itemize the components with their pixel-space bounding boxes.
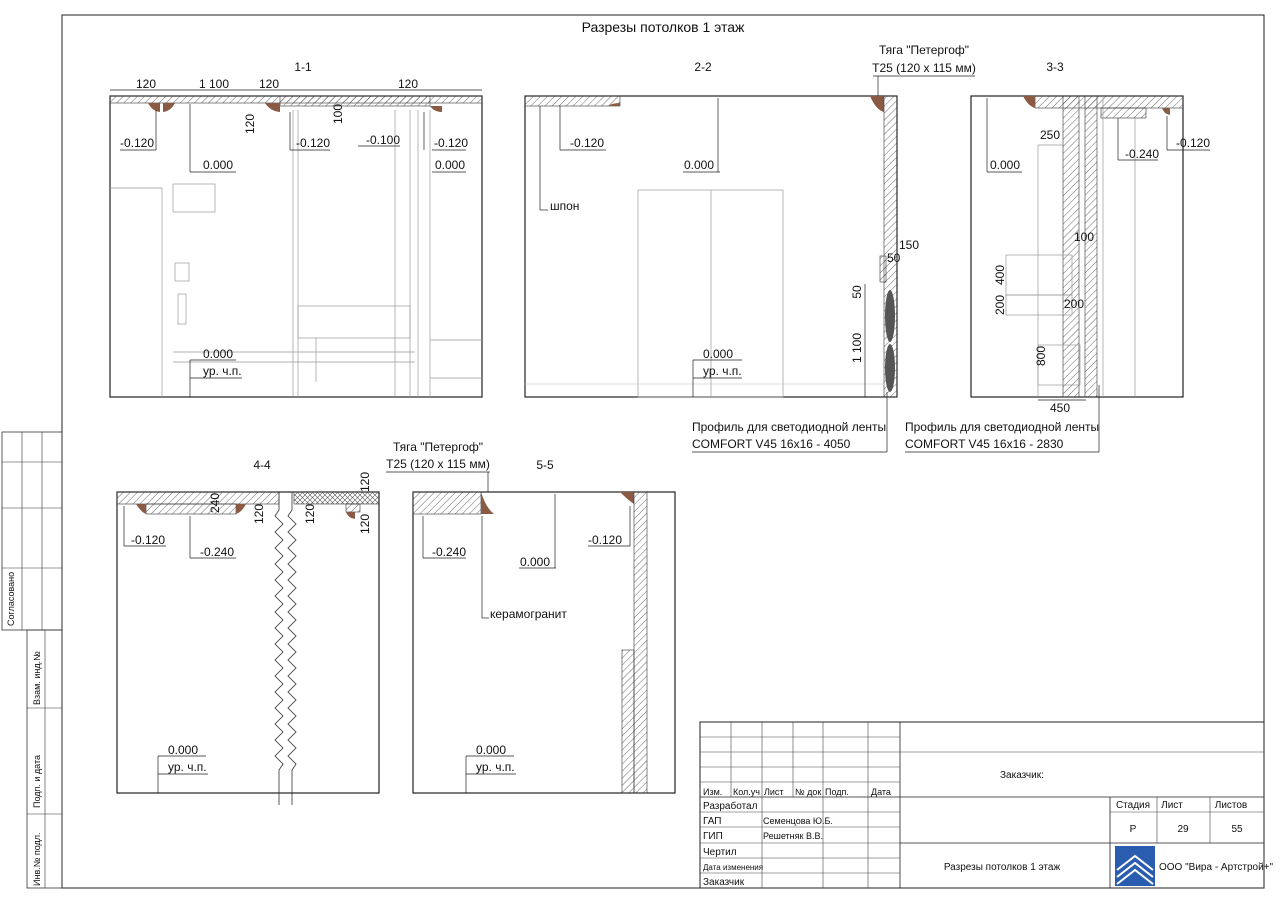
tb-sheets-total: 55 [1231,824,1243,835]
s2-level-1: -0.120 [570,136,605,150]
s1-level-6: 0.000 [435,158,466,172]
section-3-3 [905,60,1210,452]
tb-role-drafter: Чертил [703,847,737,858]
s3-dim-1: 250 [1040,128,1061,142]
side-stamp-agreed: Согласовано [6,571,16,626]
s4-level-3: 0.000 [168,743,199,757]
s5-level-4: 0.000 [476,743,507,757]
s4-break-line-right [288,492,296,805]
tb-header-date: Дата [871,787,891,797]
tb-sheet-header: Лист [1161,800,1183,811]
s2-dim-4: 1 100 [850,332,864,364]
sheet-frame [62,15,1264,888]
side-stamp-inv-replace: Взам. инд.№ [32,651,42,705]
tb-header-qty: Кол.уч [733,787,760,797]
s1-level-1: -0.120 [120,136,155,150]
s5-floor-label: ур. ч.п. [476,760,515,774]
s3-level-1: 0.000 [990,158,1021,172]
tb-header-change: Изм. [703,787,723,797]
tb-stage: Р [1129,824,1137,835]
s1-dim-1: 120 [135,77,157,91]
tb-company: ООО "Вира - Артстрой+" [1159,862,1274,873]
s4-dim-1: 240 [208,492,222,514]
s2-floor-label: ур. ч.п. [703,364,742,378]
s4-dim-2: 120 [252,503,266,525]
s4-dim-3: 120 [303,503,317,525]
tb-sheet-no: 29 [1177,824,1189,835]
s1-dim-2: 1 100 [198,77,230,91]
s3-profile-line2: COMFORT V45 16x16 - 2830 [905,437,1064,451]
s2-profile-line2: COMFORT V45 16x16 - 4050 [692,437,851,451]
section-5-5-label: 5-5 [536,458,554,472]
s5-level-2: 0.000 [520,555,551,569]
s1-level-5: -0.120 [434,136,469,150]
tb-sheets-header: Листов [1214,800,1248,811]
s3-dim-6: 800 [1034,345,1048,367]
s4-break-line-left [275,492,283,805]
s4-floor-label: ур. ч.п. [168,760,207,774]
tb-gip-name: Решетняк В.В. [763,831,823,841]
s2-dim-2: 50 [887,251,901,265]
s2-cornice-size: T25 (120 х 115 мм) [872,61,976,75]
s3-level-3: -0.120 [1176,136,1211,150]
s4-level-1: -0.120 [131,533,166,547]
s2-profile-line1: Профиль для светодиодной ленты [692,420,887,434]
tb-role-developer: Разработал [703,801,758,812]
section-1-1-label: 1-1 [294,60,312,74]
s5-cornice-size: T25 (120 х 115 мм) [386,457,490,471]
tb-customer: Заказчик: [1000,770,1044,781]
s2-dim-1: 150 [899,238,920,252]
s3-level-2: -0.240 [1125,147,1160,161]
side-stamp [2,432,62,888]
s3-profile-line1: Профиль для светодиодной ленты [905,420,1100,434]
sheet-title: Разрезы потолков 1 этаж [581,19,745,35]
section-4-4-label: 4-4 [253,458,271,472]
s4-level-2: -0.240 [200,545,235,559]
s1-level-4: -0.100 [366,133,401,147]
section-2-2 [525,43,976,452]
s1-dim-4: 120 [397,77,419,91]
s1-dim-5: 120 [243,113,257,135]
s2-dim-3: 50 [850,285,864,299]
section-3-3-label: 3-3 [1046,60,1064,74]
title-block [700,722,1274,888]
side-stamp-inv-orig: Инв.№ подл. [32,832,42,886]
tb-header-doc: № док [795,787,822,797]
s4-dim-4: 120 [358,471,372,493]
s2-cornice-title: Тяга "Петергоф" [878,43,970,57]
tb-role-gap: ГАП [703,816,722,827]
s1-dim-3: 120 [258,77,280,91]
s3-dim-4: 200 [993,294,1007,316]
section-4-4 [117,458,379,805]
s2-veneer: шпон [550,199,580,213]
section-1-1 [110,60,482,397]
s1-level-7: 0.000 [203,347,234,361]
s2-level-2: 0.000 [684,158,715,172]
s5-level-3: -0.120 [588,533,623,547]
company-logo [1115,846,1155,886]
s3-dim-5: 200 [1064,297,1085,311]
s5-level-1: -0.240 [432,545,467,559]
tb-role-gip: ГИП [703,831,723,842]
s3-dim-3: 400 [993,264,1007,286]
s1-dim-6: 100 [331,103,345,125]
tb-stage-header: Стадия [1115,800,1151,811]
s1-level-2: 0.000 [203,158,234,172]
tb-role-customer: Заказчик [703,877,745,888]
tb-gap-name: Семенцова Ю.Б. [763,816,833,826]
s3-dim-2: 100 [1074,230,1095,244]
s5-cornice-title: Тяга "Петергоф" [392,440,484,454]
s3-dim-7: 450 [1049,401,1071,415]
section-5-5 [386,440,675,793]
s2-level-3: 0.000 [703,347,734,361]
section-2-2-label: 2-2 [694,60,712,74]
s4-dim-5: 120 [358,513,372,535]
tb-role-change-date: Дата изменения [703,863,764,872]
s1-level-3: -0.120 [296,136,331,150]
side-stamp-sign-date: Подп. и дата [32,754,42,808]
s1-floor-label: ур. ч.п. [203,364,242,378]
s5-material: керамогранит [490,607,567,621]
tb-header-sign: Подп. [825,787,849,797]
tb-header-sheet: Лист [764,787,784,797]
tb-drawing-name: Разрезы потолков 1 этаж [943,862,1061,873]
